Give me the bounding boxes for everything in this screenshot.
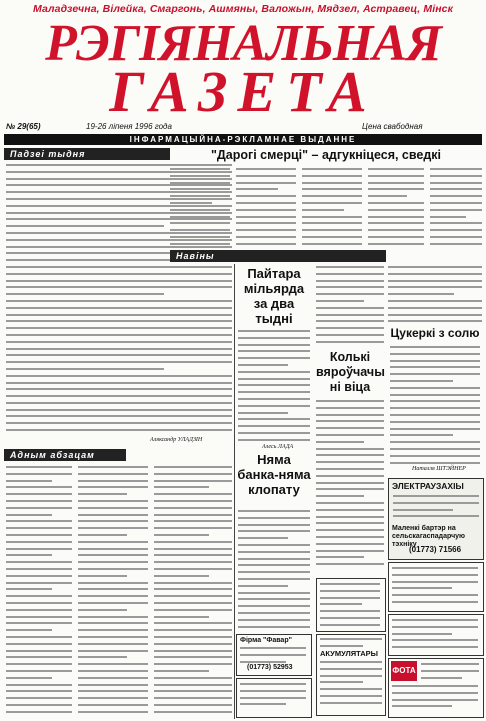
ad-akumulyatary [316,634,386,716]
lead-col1 [170,168,230,248]
adnym-col3 [154,466,232,716]
naviny-col3 [388,266,482,326]
ad-akumulyatary-title: АКУМУЛЯТАРЫ [320,649,378,658]
cukerki-signature: Наталля ШТЭЙНЕР [412,466,466,472]
paytara-title: Пайтара мільярда за два тыдні [243,266,305,326]
issue-date: 19-26 ліпеня 1996 года [86,122,172,131]
paytara-signature: Алесь ЛАДА [262,444,294,450]
towns-line: Маладзечна, Вілейка, Смаргонь, Ашмяны, Валожын, Мядзел, Астравец, Мінск [32,3,454,15]
kolki-title: Колькі вяроўчачы ні віца [316,350,385,394]
kolki-text [316,400,384,570]
adnym-col1 [6,466,72,716]
cukerki-title: Цукеркі з солю [390,326,480,340]
issue-number: № 29(65) [6,122,41,131]
masthead [4,16,482,122]
padzei-signature: Аляксандр УЛАДЗІН [150,437,203,443]
ad-block-1 [316,578,386,632]
masthead-line2: ГАЗЕТА [109,59,377,124]
lead-col4 [368,168,424,248]
ad-elektra-sub: Маленкі бартэр на сельскагаспадарчую тэхніку [392,525,466,548]
ad-block-4 [236,678,312,718]
nyama-title: Няма банка-няма клопату [237,452,311,497]
banner-band: ІНФАРМАЦЫЙНА-РЭКЛАМНАЕ ВЫДАННЕ [4,134,482,145]
adnym-col2 [78,466,148,716]
lead-col3 [302,168,362,248]
section-padzei: Падзеі тыдня [4,148,170,160]
nyama-text [238,510,310,630]
ad-favart-title: Фірма "Фавар" [240,637,292,644]
section-naviny: Навіны [170,250,386,262]
ad-elektra [388,478,484,560]
issue-line [6,122,480,134]
ad-elektra-phone: (01773) 71566 [409,545,462,554]
ad-block-3 [388,614,484,656]
lead-col2 [236,168,296,248]
masthead-line1: РЭГІЯНАЛЬНАЯ [45,15,441,72]
cukerki-text [390,346,480,466]
section-adnym: Адным абзацам [4,449,126,461]
ad-favart-phone: (01773) 52953 [247,664,293,671]
lead-col5 [430,168,482,248]
ad-favart [236,634,312,676]
ad-block-2 [388,562,484,612]
ad-foto [388,658,484,718]
naviny-col2 [316,266,384,346]
lead-title: "Дарогі смерці" – адгукніцеся, сведкі [210,148,442,162]
ad-foto-logo: ФОТА [391,661,417,681]
issue-price: Цена свабодная [362,122,423,131]
paytara-text [238,330,310,445]
ad-elektra-title: ЭЛЕКТРАУЗАХІЫ [392,481,464,491]
